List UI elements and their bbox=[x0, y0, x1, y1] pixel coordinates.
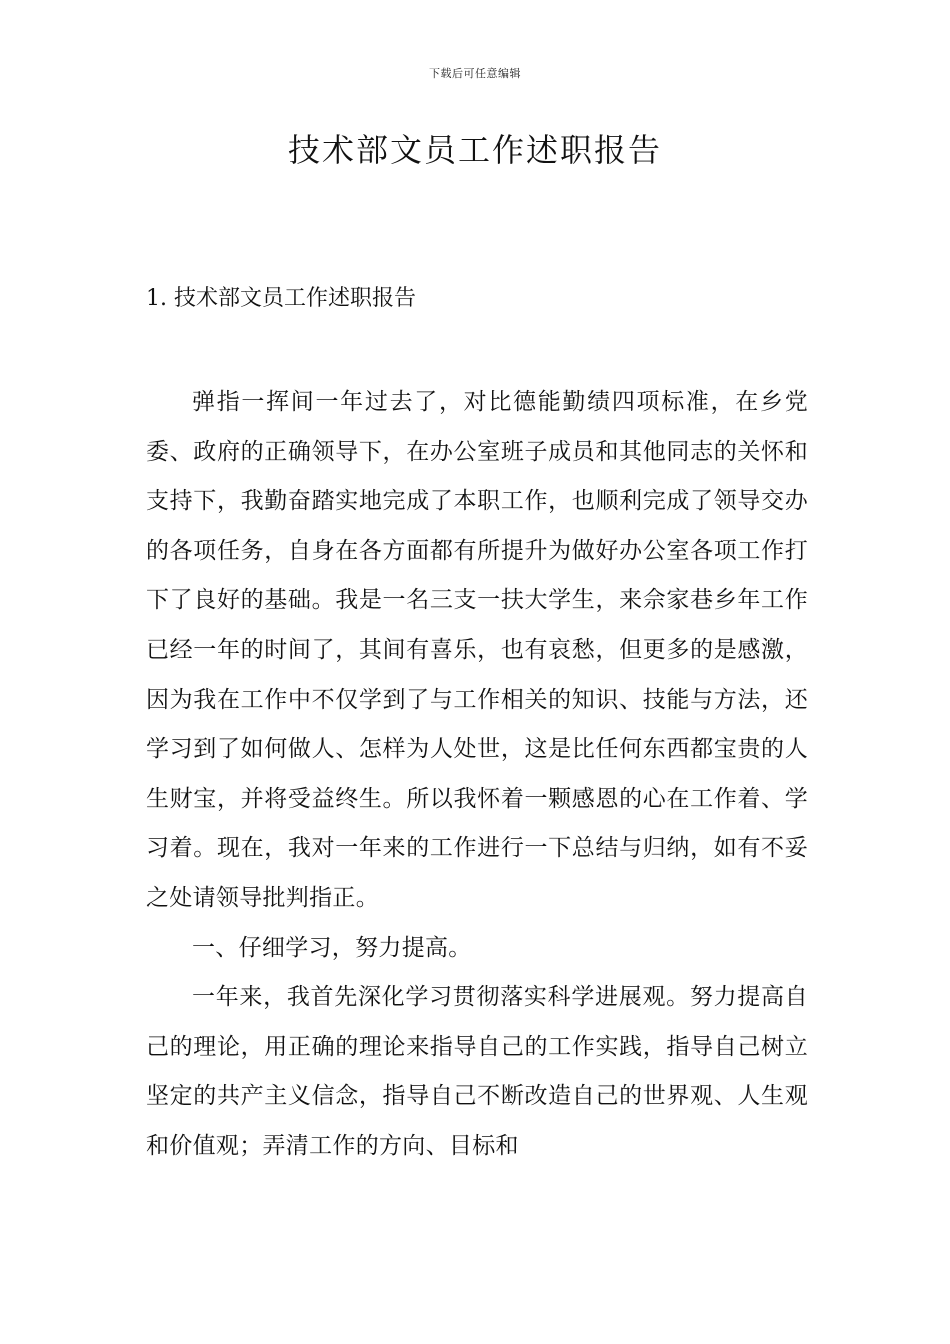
header-note: 下载后可任意编辑 bbox=[429, 67, 521, 80]
paragraph-intro: 弹指一挥间一年过去了，对比德能勤绩四项标准，在乡党委、政府的正确领导下，在办公室班子成员和其他同志的关怀和支持下，我勤奋踏实地完成了本职工作，也顺利完成了领导交办的各项任务，自身在各方面都有所提升为做好办公室各项工作打下了良好的基础。我是一名三支一扶大学生，来佘家巷乡年工作已经一年的时间了，其间有喜乐，也有哀愁，但更多的是感激，因为我在工作中不仅学到了与工作相关的知识、技能与方法，还学习到了如何做人、怎样为人处世，这是比任何东西都宝贵的人生财宝，并将受益终生。所以我怀着一颗感恩的心在工作着、学习着。现在，我对一年来的工作进行一下总结与归纳，如有不妥之处请领导批判指正。 bbox=[146, 389, 808, 911]
paragraph-study: 一年来，我首先深化学习贯彻落实科学进展观。努力提高自己的理论，用正确的理论来指导自己的工作实践，指导自己树立坚定的共产主义信念，指导自己不断改造自己的世界观、人生观和价值观；弄清工作的方向、目标和 bbox=[146, 984, 808, 1159]
document-title: 技术部文员工作述职报告 bbox=[287, 131, 662, 169]
document-body bbox=[146, 378, 808, 1172]
paragraph-subheading-study: 一、仔细学习，努力提高。 bbox=[192, 934, 472, 961]
section-heading: 1. 技术部文员工作述职报告 bbox=[146, 286, 416, 311]
